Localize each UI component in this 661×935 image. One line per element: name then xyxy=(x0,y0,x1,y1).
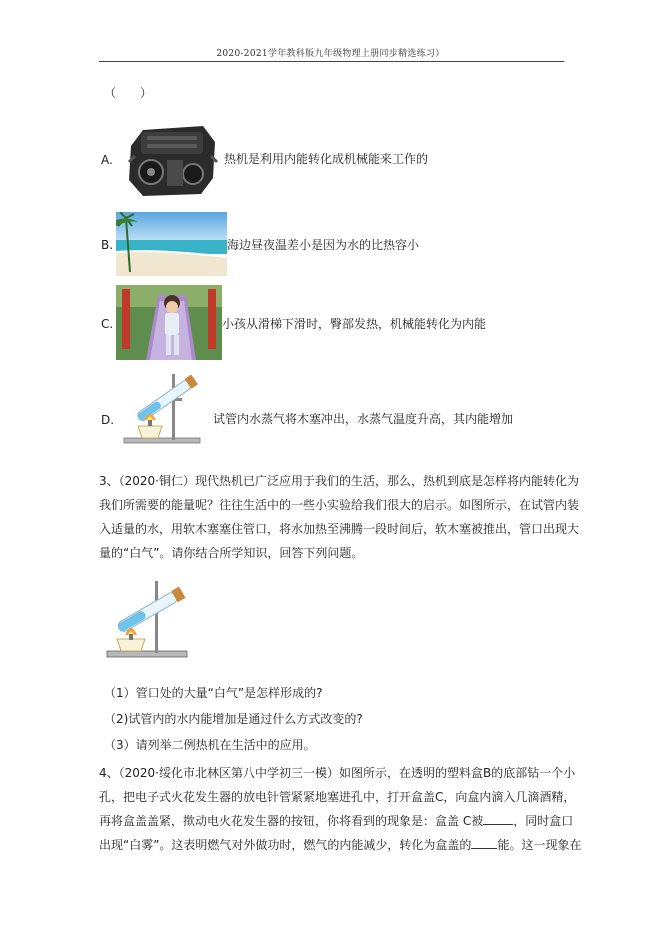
question-4-stem xyxy=(99,761,582,857)
question-3-line: 量的“白气”。请你结合所学知识，回答下列问题。 xyxy=(99,546,364,560)
option-b-letter: B. xyxy=(101,238,114,252)
option-a-text: 热机是利用内能转化成机械能来工作的 xyxy=(224,152,429,166)
question-3-line: 3、（2020·铜仁）现代热机已广泛应用于我们的生活，那么，热机到底是怎样将内能转化为 xyxy=(99,474,579,488)
option-b-beach-image xyxy=(116,212,227,276)
question-3-sub-1: （1）管口处的大量“白气”是怎样形成的? xyxy=(104,686,323,700)
question-3-sub-2: （2)试管内的水内能增加是通过什么方式改变的? xyxy=(104,712,363,726)
question-4-line xyxy=(99,809,574,833)
option-a-letter: A. xyxy=(101,153,113,167)
option-d-text: 试管内水蒸气将木塞冲出，水蒸气温度升高，其内能增加 xyxy=(213,412,514,426)
answer-bracket: （ ） xyxy=(104,86,153,100)
question-3-apparatus-image xyxy=(101,577,192,663)
option-a-engine-image xyxy=(121,116,221,202)
answer-blank-2[interactable] xyxy=(471,837,497,849)
question-4-line3-end: ，同时盒口 xyxy=(513,814,574,828)
answer-blank-1[interactable] xyxy=(483,813,513,825)
question-3-line: 我们所需要的能量呢？往往生活中的一些小实验给我们很大的启示。如图所示，在试管内装 xyxy=(99,498,580,512)
page-header: 2020-2021学年教科版九年级物理上册同步精选练习） xyxy=(216,49,445,59)
question-3-sub-3: （3）请列举二例热机在生活中的应用。 xyxy=(104,738,316,752)
question-4-line4-end: 能。这一现象在 xyxy=(497,838,582,852)
question-4-line: 4、（2020·绥化市北林区第八中学初三一模）如图所示，在透明的塑料盒B的底部钻一个小 xyxy=(99,766,576,780)
header-divider xyxy=(99,61,564,62)
question-4-line xyxy=(99,833,582,857)
option-c-text: 小孩从滑梯下滑时，臀部发热，机械能转化为内能 xyxy=(222,317,487,331)
option-c-letter: C. xyxy=(101,317,114,331)
option-c-slide-image xyxy=(116,285,222,360)
question-4-line: 孔，把电子式火花发生器的放电针管紧紧地塞进孔中，打开盒盖C，向盒内滴入几滴酒精， xyxy=(99,790,576,804)
question-3-line: 入适量的水，用软木塞塞住管口，将水加热至沸腾一段时间后，软木塞被推出，管口出现大 xyxy=(99,522,580,536)
option-d-apparatus-image xyxy=(114,372,210,448)
option-b-text: 海边昼夜温差小是因为水的比热容小 xyxy=(227,238,420,252)
question-4-line3-start: 再将盒盖盖紧，揿动电火花发生器的按钮，你将看到的现象是：盒盖 C被 xyxy=(99,814,484,828)
question-4-line4-start: 出现“白雾”。这表明燃气对外做功时，燃气的内能减少，转化为盒盖的 xyxy=(99,838,472,852)
question-3-stem xyxy=(99,469,580,565)
option-d-letter: D. xyxy=(101,413,115,427)
